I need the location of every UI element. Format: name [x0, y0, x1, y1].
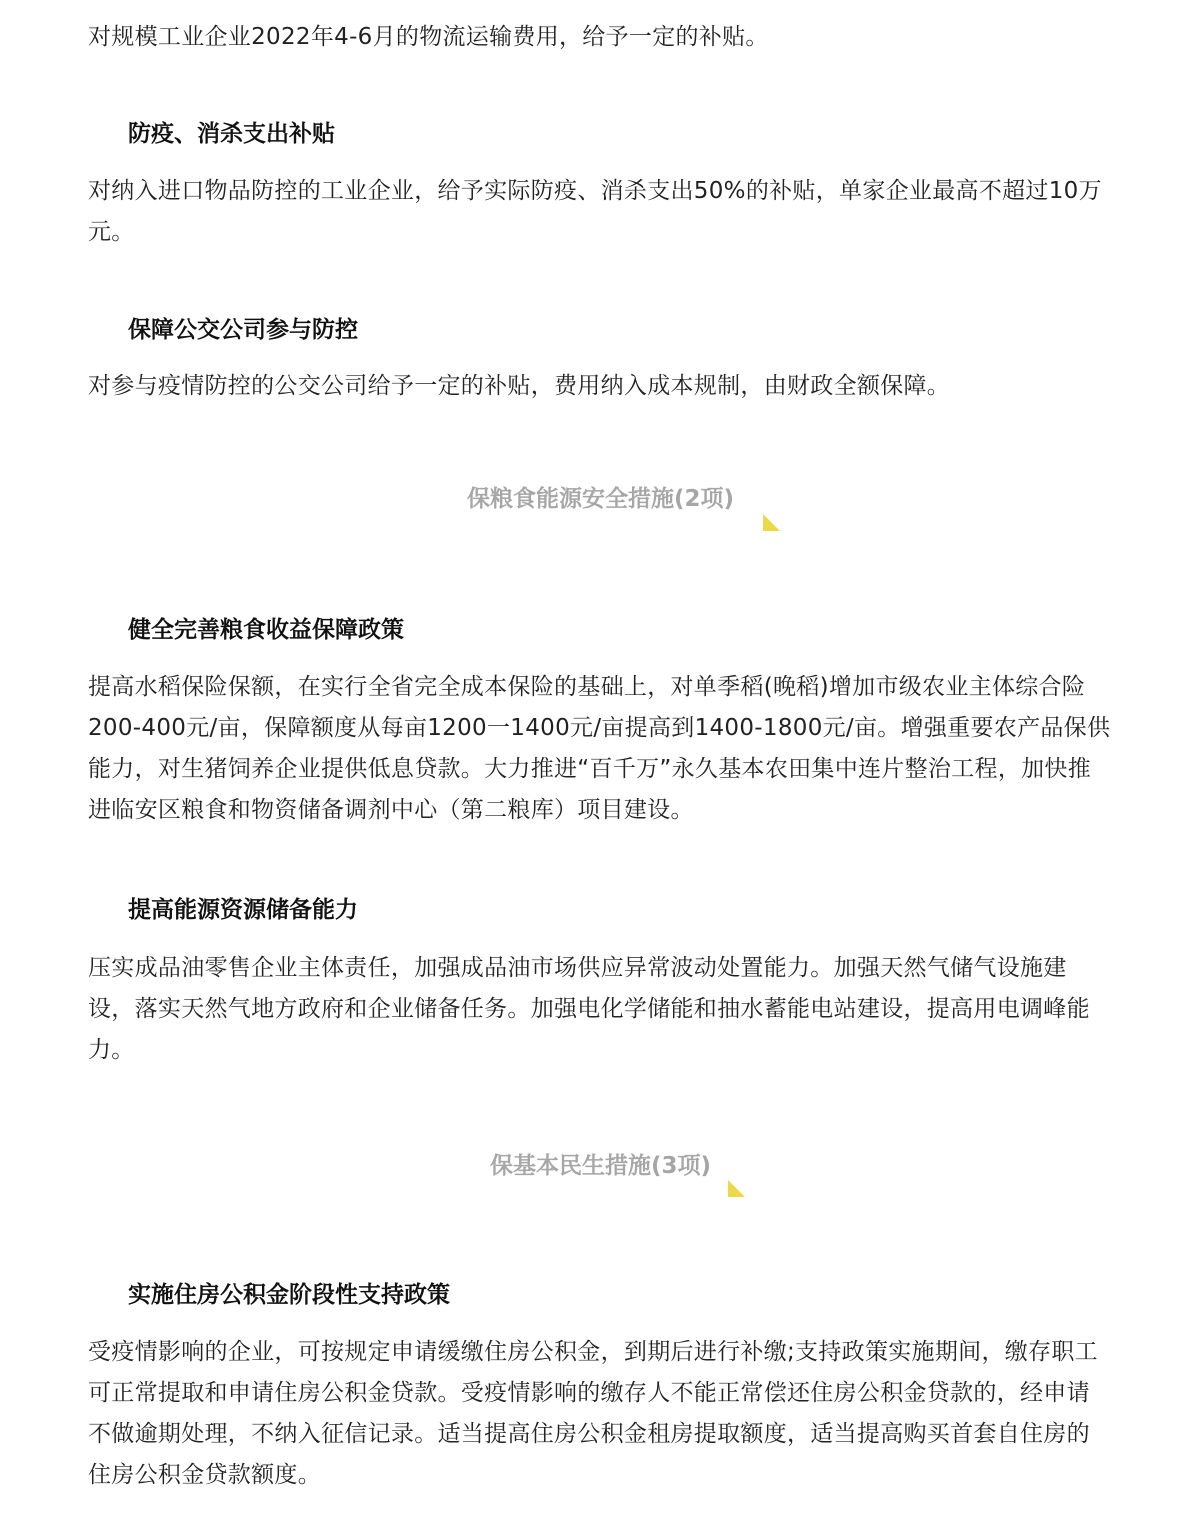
heading-bus-company: 保障公交公司参与防控: [128, 317, 358, 343]
section-title-livelihood-label: 保基本民生措施(3项): [489, 1153, 712, 1179]
corner-accent-icon: [763, 514, 780, 531]
section-title-livelihood: [88, 1150, 1113, 1182]
heading-grain-policy: 健全完善粮食收益保障政策: [128, 617, 404, 643]
corner-accent-icon: [728, 1180, 745, 1197]
section-title-food-energy: [88, 483, 1113, 515]
heading-epidemic-subsidy: 防疫、消杀支出补贴: [128, 121, 335, 147]
section-title-food-energy-label: 保粮食能源安全措施(2项): [466, 486, 735, 512]
heading-housing-fund: 实施住房公积金阶段性支持政策: [128, 1282, 450, 1308]
heading-energy-reserve: 提高能源资源储备能力: [128, 897, 358, 923]
paragraph-housing-fund: 受疫情影响的企业，可按规定申请缓缴住房公积金，到期后进行补缴;支持政策实施期间，缴存职工可正常提取和申请住房公积金贷款。受疫情影响的缴存人不能正常偿还住房公积金贷款的，经申请不做逾期处理，不纳入征信记录。适当提高住房公积金租房提取额度，适当提高购买首套自住房的住房公积金贷款额度。: [88, 1339, 1098, 1488]
paragraph-grain-policy: 提高水稻保险保额，在实行全省完全成本保险的基础上，对单季稻(晚稻)增加市级农业主体综合险200-400元/亩，保障额度从每亩1200一1400元/亩提高到1400-1800元/亩。增强重要农产品保供能力，对生猪饲养企业提供低息贷款。大力推进“百千万”永久基本农田集中连片整治工程，加快推进临安区粮食和物资储备调剂中心（第二粮库）项目建设。: [88, 674, 1111, 823]
paragraph-logistics-subsidy: 对规模工业企业2022年4-6月的物流运输费用，给予一定的补贴。: [88, 24, 769, 50]
paragraph-bus-company: 对参与疫情防控的公交公司给予一定的补贴，费用纳入成本规制，由财政全额保障。: [88, 373, 951, 399]
paragraph-epidemic-subsidy: 对纳入进口物品防控的工业企业，给予实际防疫、消杀支出50%的补贴，单家企业最高不超过10万元。: [88, 178, 1102, 245]
paragraph-energy-reserve: 压实成品油零售企业主体责任，加强成品油市场供应异常波动处置能力。加强天然气储气设施建设，落实天然气地方政府和企业储备任务。加强电化学储能和抽水蓄能电站建设，提高用电调峰能力。: [88, 955, 1090, 1063]
